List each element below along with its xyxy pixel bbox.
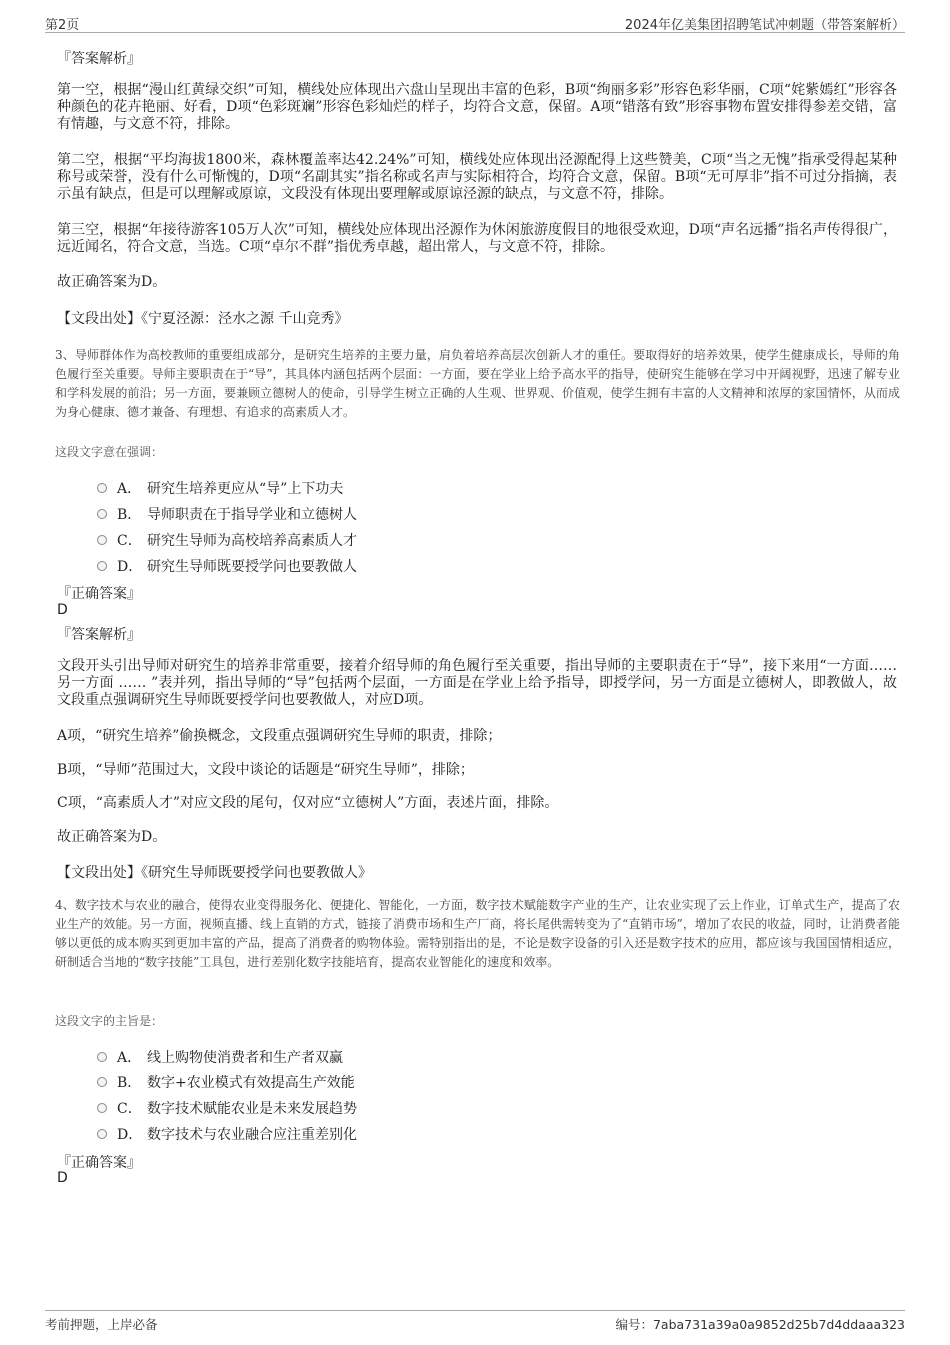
q3-analysis-label: 『答案解析』	[57, 627, 141, 643]
q2-source: 【文段出处】《宁夏泾源：泾水之源 千山竞秀》	[57, 311, 349, 327]
option-text: 数字技术赋能农业是未来发展趋势	[147, 1101, 357, 1117]
q2-analysis-label: 『答案解析』	[57, 51, 141, 67]
option-letter: B．	[117, 507, 142, 523]
page-header	[45, 12, 905, 33]
q3-option-c[interactable]	[97, 530, 357, 550]
q2-conclusion: 故正确答案为D。	[57, 274, 167, 290]
q3-option-a[interactable]	[97, 478, 343, 498]
radio-icon[interactable]	[97, 483, 107, 493]
document-id: 编号：7aba731a39a0a9852d25b7d4ddaaa323	[615, 1317, 905, 1332]
option-letter: D．	[117, 559, 143, 575]
radio-icon[interactable]	[97, 509, 107, 519]
page-footer	[45, 1310, 905, 1333]
q4-option-c[interactable]	[97, 1098, 357, 1118]
q3-stem: 3、导师群体作为高校教师的重要组成部分，是研究生培养的主要力量，肩负着培养高层次创新人才的重任。要取得好的培养效果，使学生健康成长，导师的角色履行至关重要。导师主要职责在于“导”，其具体内涵包括两个层面：一方面，要在学业上给予高水平的指导，使研究生能够在学习中开阔视野，迅速了解专业和学科发展的前沿；另一方面，要兼顾立德树人的使命，引导学生树立正确的人生观、世界观、价值观，使学生拥有丰富的人文精神和浓厚的家国情怀，从而成为身心健康、德才兼备、有理想、有追求的高素质人才。	[55, 348, 900, 419]
option-letter: C．	[117, 1101, 142, 1117]
radio-icon[interactable]	[97, 1103, 107, 1113]
option-text: 线上购物使消费者和生产者双赢	[147, 1050, 343, 1066]
q4-prompt: 这段文字的主旨是：	[55, 1014, 164, 1028]
q3-analysis-paragraph-3: B项，“导师”范围过大，文段中谈论的话题是“研究生导师”，排除；	[57, 762, 474, 778]
option-letter: C．	[117, 533, 142, 549]
q2-analysis-paragraph-1: 第一空，根据“漫山红黄绿交织”可知，横线处应体现出六盘山呈现出丰富的色彩，B项“绚丽多彩”形容色彩华丽，C项“姹紫嫣红”形容各种颜色的花卉艳丽、好看，D项“色彩斑斓”形容色彩灿烂的样子，均符合文意，保留。A项“错落有致”形容事物布置安排得参差交错，富有情趣，与文意不符，排除。	[57, 82, 897, 132]
option-letter: A．	[117, 481, 142, 497]
q2-analysis-paragraph-3: 第三空，根据“年接待游客105万人次”可知，横线处应体现出泾源作为休闲旅游度假目的地很受欢迎，D项“声名远播”指名声传得很广，远近闻名，符合文意，当选。C项“卓尔不群”指优秀卓越，超出常人，与文意不符，排除。	[57, 222, 897, 255]
q3-analysis-paragraph-1: 文段开头引出导师对研究生的培养非常重要，接着介绍导师的角色履行至关重要，指出导师的主要职责在于“导”，接下来用“一方面……另一方面 …… ”表并列，指出导师的“导”包括两个层面，一方面是在学业上给予指导，即授学问，另一方面是立德树人，即教做人，故文段重点强调研究生导师既要授学问也要教做人，对应D项。	[57, 658, 897, 708]
option-letter: A．	[117, 1050, 142, 1066]
q4-option-b[interactable]	[97, 1072, 355, 1092]
option-text: 研究生导师为高校培养高素质人才	[147, 533, 357, 549]
radio-icon[interactable]	[97, 1077, 107, 1087]
radio-icon[interactable]	[97, 1052, 107, 1062]
q4-correct-label: 『正确答案』	[57, 1155, 141, 1171]
q3-analysis-paragraph-2: A项，“研究生培养”偷换概念，文段重点强调研究生导师的职责，排除；	[57, 728, 502, 744]
q4-stem: 4、数字技术与农业的融合，使得农业变得服务化、便捷化、智能化，一方面，数字技术赋能数字产业的生产，让农业实现了云上作业，订单式生产，提高了农业生产的效能。另一方面，视频直播、线上直销的方式，链接了消费市场和生产厂商，将长尾供需转变为了“直销市场”，增加了农民的收益，同时，让消费者能够以更低的成本购买到更加丰富的产品，提高了消费者的购物体验。需特别指出的是，不论是数字设备的引入还是数字技术的应用，都应该与我国国情相适应，研制适合当地的“数字技能”工具包，进行差别化数字技能培育，提高农业智能化的速度和效率。	[55, 898, 900, 969]
option-text: 数字技术与农业融合应注重差别化	[147, 1127, 357, 1143]
footer-slogan: 考前押题，上岸必备	[45, 1317, 158, 1332]
q3-option-d[interactable]	[97, 556, 357, 576]
q3-analysis-paragraph-4: C项，“高素质人才”对应文段的尾句，仅对应“立德树人”方面，表述片面，排除。	[57, 795, 559, 811]
q4-option-d[interactable]	[97, 1124, 357, 1144]
document-title: 2024年亿美集团招聘笔试冲刺题（带答案解析）	[624, 18, 905, 33]
radio-icon[interactable]	[97, 535, 107, 545]
radio-icon[interactable]	[97, 561, 107, 571]
page-number: 第2页	[45, 18, 80, 33]
option-text: 导师职责在于指导学业和立德树人	[147, 507, 357, 523]
q3-conclusion: 故正确答案为D。	[57, 829, 167, 845]
radio-icon[interactable]	[97, 1129, 107, 1139]
q2-analysis-paragraph-2: 第二空，根据“平均海拔1800米，森林覆盖率达42.24%”可知，横线处应体现出泾源配得上这些赞美，C项“当之无愧”指承受得起某种称号或荣誉，没有什么可惭愧的，D项“名副其实”指名称或名声与实际相符合，均符合文意，保留。B项“无可厚非”指不可过分指摘，表示虽有缺点，但是可以理解或原谅，文段没有体现出要理解或原谅泾源的缺点，与文意不符，排除。	[57, 152, 897, 202]
option-text: 研究生培养更应从“导”上下功夫	[147, 481, 344, 497]
option-letter: D．	[117, 1127, 143, 1143]
q3-option-b[interactable]	[97, 504, 357, 524]
q4-option-a[interactable]	[97, 1047, 343, 1067]
option-text: 数字+农业模式有效提高生产效能	[147, 1075, 355, 1091]
q3-prompt: 这段文字意在强调：	[55, 445, 164, 459]
option-text: 研究生导师既要授学问也要教做人	[147, 559, 357, 575]
q3-correct-label: 『正确答案』	[57, 586, 141, 602]
q4-correct-answer: D	[57, 1170, 68, 1186]
q3-source: 【文段出处】《研究生导师既要授学问也要教做人》	[57, 865, 372, 881]
option-letter: B．	[117, 1075, 142, 1091]
q3-correct-answer: D	[57, 602, 68, 618]
